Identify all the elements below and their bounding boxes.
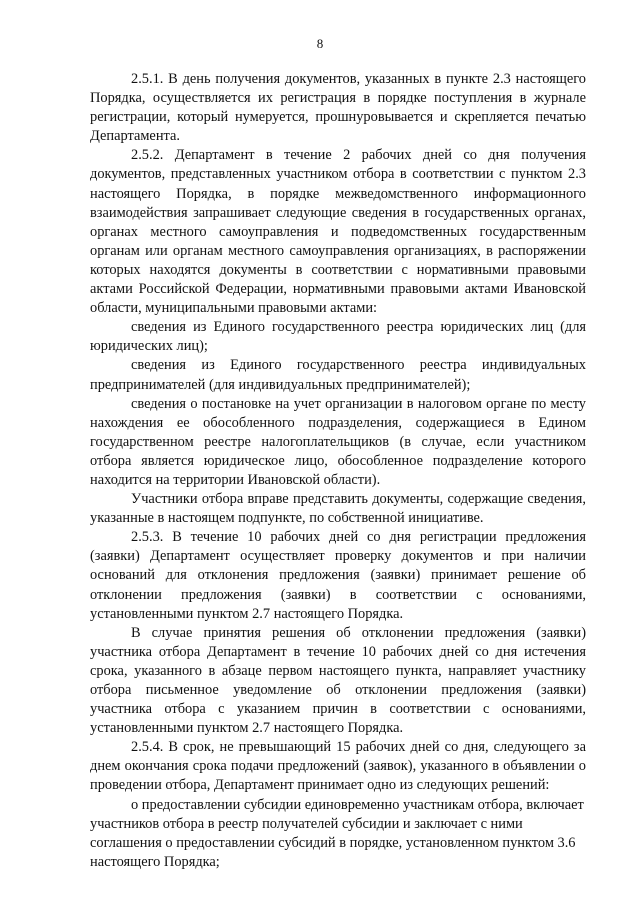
paragraph-2-5-3: 2.5.3. В течение 10 рабочих дней со дня регистрации предложения (заявки) Департамент осуществляет проверку документов и при наличии оснований для отклонения предложения (заявки) принимает решение об отклонении предложения (заявки) в соответствии с основаниями, установленными пунктом 2.7 настоящего Порядка. — [90, 529, 586, 622]
list-item-legal-entities-register: сведения из Единого государственного реестра юридических лиц (для юридических лиц); — [90, 319, 586, 355]
paragraph-2-5-1: 2.5.1. В день получения документов, указанных в пункте 2.3 настоящего Порядка, осуществляется их регистрация в порядке поступления в журнале регистрации, который нумеруется, прошнуровывается и скрепляется печатью Департамента. — [90, 71, 586, 145]
paragraph-own-initiative: Участники отбора вправе представить документы, содержащие сведения, указанные в настоящем подпункте, по собственной инициативе. — [90, 491, 586, 527]
page-number: 8 — [316, 36, 324, 51]
paragraph-rejection-notice: В случае принятия решения об отклонении предложения (заявки) участника отбора Департамент в течение 10 рабочих дней со дня истечения срока, указанного в абзаце первом настоящего пункта, направляет участнику отбора письменное уведомление об отклонении предложения (заявки) участника отбора с указанием причин в соответствии с основаниями, установленными пунктом 2.7 настоящего Порядка. — [90, 624, 586, 737]
list-item-subsidy-decision: о предоставлении субсидии единовременно участникам отбора, включает участников отбора в реестр получателей субсидии и заключает с ними соглашения о предоставлении субсидий в порядке, установленном пунктом 3.6 настоящего Порядка; — [90, 796, 584, 870]
paragraph-2-5-2: 2.5.2. Департамент в течение 2 рабочих дней со дня получения документов, представленных участником отбора в соответствии с пунктом 2.3 настоящего Порядка, в порядке межведомственного информационного взаимодействия запрашивает следующие сведения в государственных органах, органах местного самоуправления и подведомственных государственным органам или органам местного самоуправления организациях, в распоряжении которых находятся документы в соответствии с нормативными правовыми актами Российской Федерации, нормативными правовыми актами Ивановской области, муниципальными правовыми актами: — [90, 147, 586, 317]
list-item-tax-registration: сведения о постановке на учет организации в налоговом органе по месту нахождения ее обособленного подразделения, содержащиеся в Едином государственном реестре налогоплательщиков (в случае, если участником отбора является юридическое лицо, обособленное подразделение которого находится на территории Ивановской области). — [90, 395, 586, 488]
paragraph-2-5-4: 2.5.4. В срок, не превышающий 15 рабочих дней со дня, следующего за днем окончания срока подачи предложений (заявок), указанного в объявлении о проведении отбора, Департамент принимает одно из следующих решений: — [90, 739, 586, 794]
document-body — [90, 70, 586, 872]
list-item-entrepreneurs-register: сведения из Единого государственного реестра индивидуальных предпринимателей (для индивидуальных предпринимателей); — [90, 357, 586, 393]
